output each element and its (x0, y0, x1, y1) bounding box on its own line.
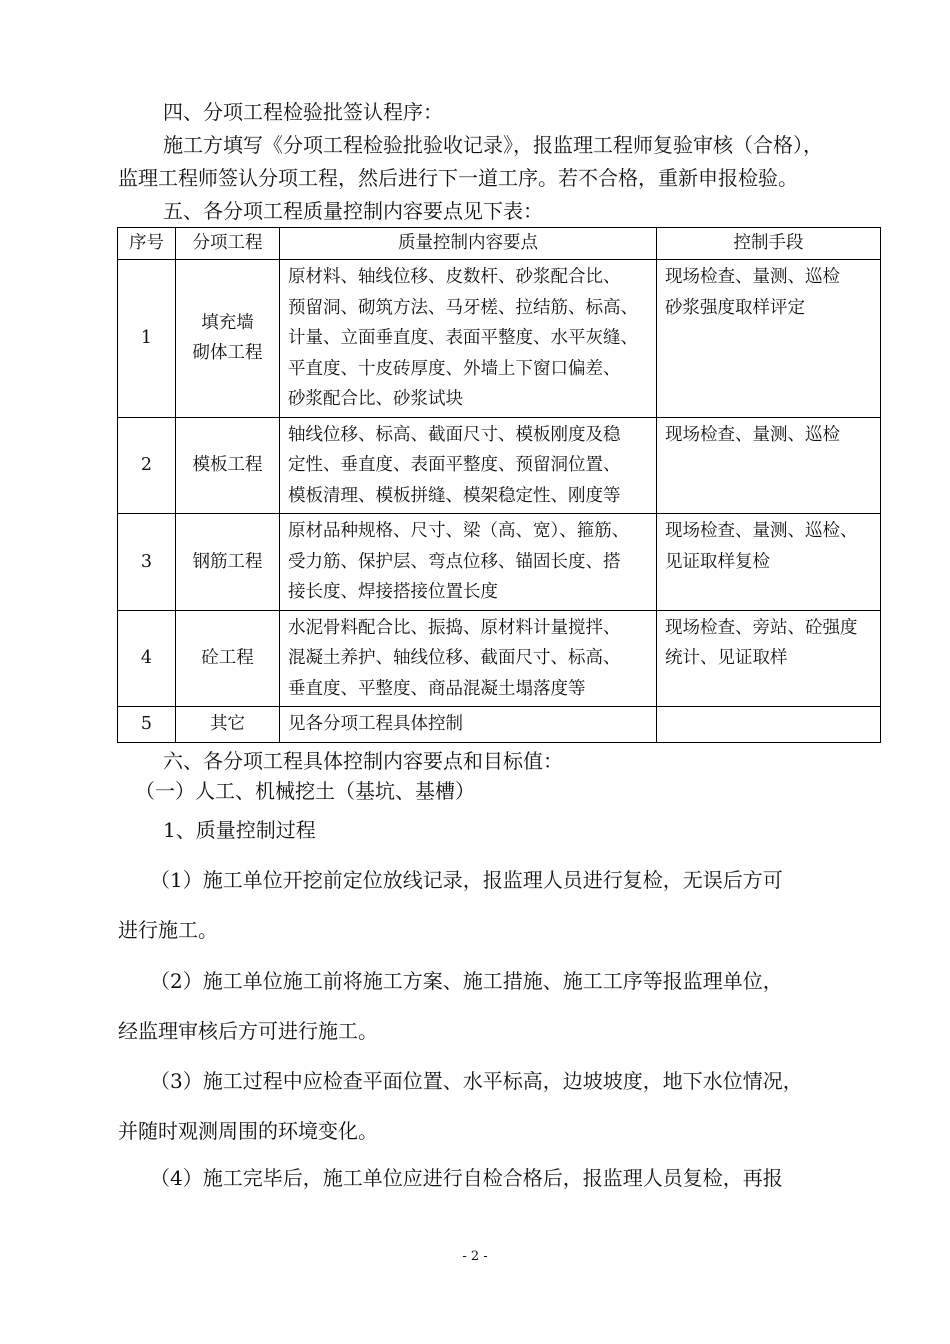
row-item-line: 填充墙 (201, 312, 254, 333)
row-item (176, 610, 280, 707)
table-row (118, 417, 881, 514)
header-item: 分项工程 (176, 228, 280, 260)
row-no: 2 (118, 417, 176, 514)
row-points-line: 模板清理、模板拼缝、模架稳定性、刚度等 (288, 485, 621, 506)
section6-sub1-1: 1、质量控制过程 (163, 818, 316, 842)
row-points (280, 260, 657, 418)
row-points-line: 受力筋、保护层、弯点位移、锚固长度、搭 (288, 551, 621, 572)
row-points-line: 原材品种规格、尺寸、梁（高、宽）、箍筋、 (288, 521, 630, 541)
row-points-line: 轴线位移、标高、截面尺寸、模板刚度及稳 (288, 424, 621, 445)
paragraph-4-line1: （4）施工完毕后，施工单位应进行自检合格后，报监理人员复检，再报 (150, 1166, 783, 1190)
paragraph-2-line2: 经监理审核后方可进行施工。 (118, 1019, 378, 1043)
page-number: - 2 - (462, 1249, 488, 1264)
header-means: 控制手段 (657, 228, 881, 260)
paragraph-3-line2: 并随时观测周围的环境变化。 (118, 1119, 378, 1143)
row-points (280, 514, 657, 611)
row-points (280, 417, 657, 514)
row-no: 4 (118, 610, 176, 707)
row-item-line: 砼工程 (201, 648, 254, 668)
row-points-line: 垂直度、平整度、商品混凝土塌落度等 (288, 678, 586, 699)
paragraph-2-line1: （2）施工单位施工前将施工方案、施工措施、施工工序等报监理单位， (150, 969, 783, 993)
paragraph-3-line1: （3）施工过程中应检查平面位置、水平标高，边坡坡度，地下水位情况， (150, 1069, 803, 1093)
row-means (657, 610, 881, 707)
row-item (176, 707, 280, 743)
section6-sub1: （一）人工、机械挖土（基坑、基槽） (135, 779, 475, 803)
table-row (118, 260, 881, 418)
row-points-line: 砂浆配合比、砂浆试块 (288, 389, 463, 409)
row-means-line: 砂浆强度取样评定 (665, 297, 805, 318)
row-item (176, 417, 280, 514)
row-points-line: 水泥骨料配合比、振捣、原材料计量搅拌、 (288, 617, 621, 638)
row-means (657, 417, 881, 514)
table-row (118, 707, 881, 743)
section4-heading: 四、分项工程检验批签认程序： (163, 100, 443, 124)
row-means-line: 现场检查、旁站、砼强度 (665, 617, 858, 638)
row-no: 1 (118, 260, 176, 418)
row-means-line: 现场检查、量测、巡检 (665, 267, 840, 287)
row-means-line: 现场检查、量测、巡检 (665, 424, 840, 445)
table-header-row (118, 228, 881, 260)
row-item (176, 260, 280, 418)
header-points: 质量控制内容要点 (280, 228, 657, 260)
row-no: 5 (118, 707, 176, 743)
row-points-line: 见各分项工程具体控制 (288, 714, 463, 734)
row-item-line: 其它 (210, 714, 245, 734)
section4-paragraph-line1: 施工方填写《分项工程检验批验收记录》，报监理工程师复验审核（合格）， (163, 133, 823, 157)
row-means (657, 514, 881, 611)
row-means-line: 统计、见证取样 (665, 648, 788, 668)
section6-heading: 六、各分项工程具体控制内容要点和目标值： (163, 749, 563, 773)
row-item (176, 514, 280, 611)
row-points-line: 原材料、轴线位移、皮数杆、砂浆配合比、 (288, 267, 621, 287)
row-no: 3 (118, 514, 176, 611)
row-points-line: 计量、立面垂直度、表面平整度、水平灰缝、 (288, 328, 638, 348)
row-means-line: 见证取样复检 (665, 551, 770, 572)
table-row (118, 514, 881, 611)
row-means-line: 现场检查、量测、巡检、 (665, 521, 858, 541)
row-points-line: 接长度、焊接搭接位置长度 (288, 582, 498, 602)
paragraph-1-line2: 进行施工。 (118, 918, 218, 942)
row-item-line: 砌体工程 (192, 343, 263, 364)
row-means (657, 707, 881, 743)
row-means (657, 260, 881, 418)
row-points-line: 定性、垂直度、表面平整度、预留洞位置、 (288, 455, 621, 475)
table-row (118, 610, 881, 707)
row-item-line: 钢筋工程 (192, 551, 263, 572)
row-item-line: 模板工程 (192, 455, 263, 475)
paragraph-1-line1: （1）施工单位开挖前定位放线记录，报监理人员进行复检，无误后方可 (150, 868, 783, 892)
row-points (280, 707, 657, 743)
quality-control-table (117, 227, 881, 743)
row-points-line: 混凝土养护、轴线位移、截面尺寸、标高、 (288, 648, 621, 668)
row-points (280, 610, 657, 707)
row-points-line: 预留洞、砌筑方法、马牙槎、拉结筋、标高、 (288, 297, 638, 318)
section4-paragraph-line2: 监理工程师签认分项工程，然后进行下一道工序。若不合格，重新申报检验。 (118, 166, 798, 190)
header-no: 序号 (118, 228, 176, 260)
row-points-line: 平直度、十皮砖厚度、外墙上下窗口偏差、 (288, 358, 621, 379)
section5-heading: 五、各分项工程质量控制内容要点见下表： (163, 199, 543, 223)
